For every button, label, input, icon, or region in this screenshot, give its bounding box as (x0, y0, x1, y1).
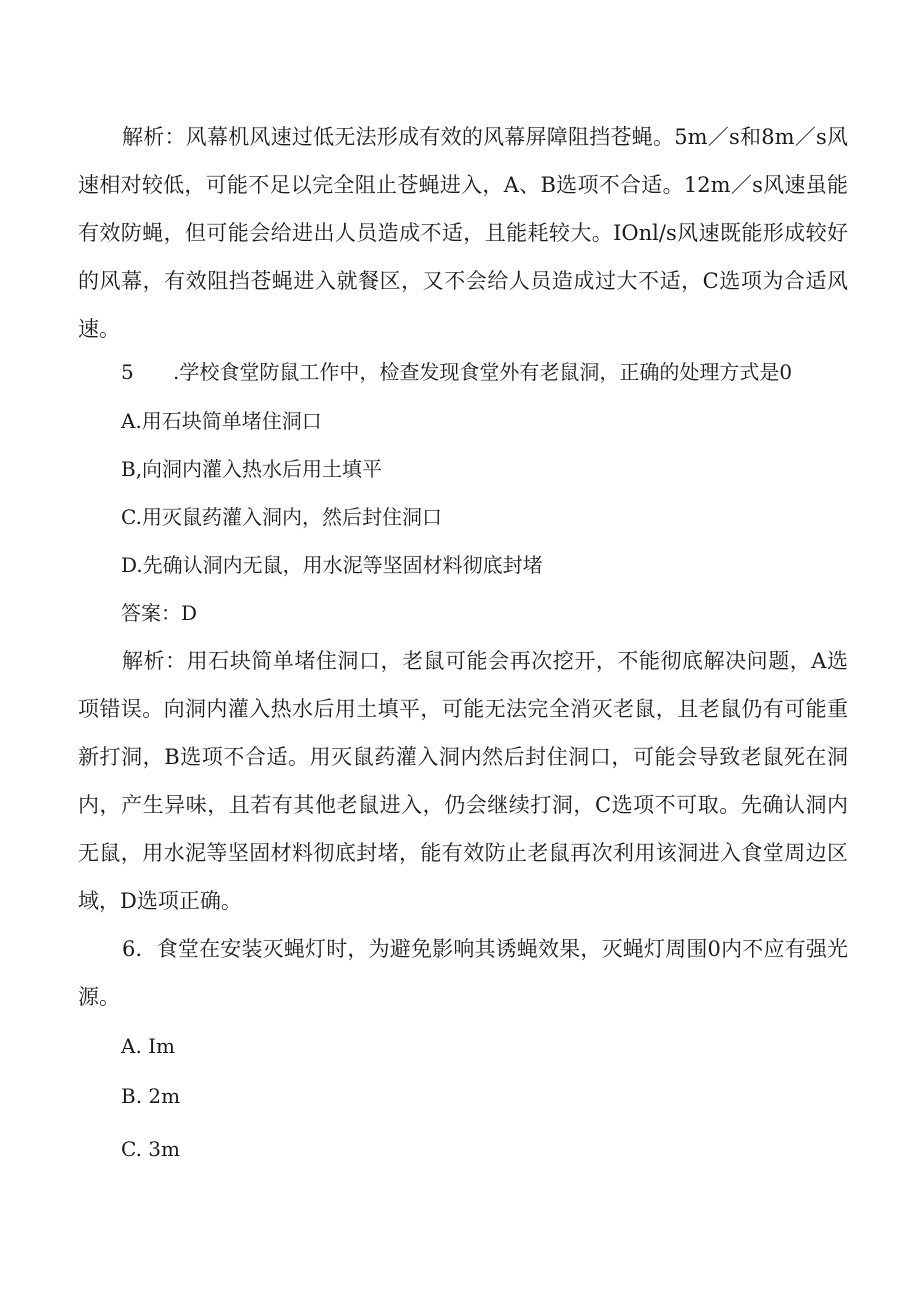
analysis-paragraph-q4: 解析：风幕机风速过低无法形成有效的风幕屏障阻挡苍蝇。5m／s和8m／s风速相对较低，可能不足以完全阻止苍蝇进入，A、B选项不合适。12m／s风速虽能有效防蝇，但可能会给进出人员造成不适，且能耗较大。IOnl/s风速既能形成较好的风幕，有效阻挡苍蝇进入就餐区，又不会给人员造成过大不适，C选项为合适风速。 (78, 125, 848, 341)
question-5-option-a: A.用石块简单堵住洞口 (121, 409, 322, 433)
question-6-option-a: A. Im (121, 1034, 176, 1058)
question-5-option-b: B,向洞内灌入热水后用土填平 (121, 457, 383, 481)
question-5 (121, 358, 792, 386)
question-6-option-b: B. 2m (121, 1084, 181, 1108)
question-5-number: 5 (121, 360, 134, 384)
question-5-option-d: D.先确认洞内无鼠，用水泥等坚固材料彻底封堵 (121, 553, 543, 577)
question-5-text: .学校食堂防鼠工作中，检查发现食堂外有老鼠洞，正确的处理方式是0 (173, 360, 793, 384)
question-6-text: 6．食堂在安装灭蝇灯时，为避免影响其诱蝇效果，灭蝇灯周围0内不应有强光源。 (78, 937, 848, 1009)
analysis-paragraph-q5: 解析：用石块简单堵住洞口，老鼠可能会再次挖开，不能彻底解决问题，A选项错误。向洞内灌入热水后用土填平，可能无法完全消灭老鼠，且老鼠仍有可能重新打洞，B选项不合适。用灭鼠药灌入洞内然后封住洞口，可能会导致老鼠死在洞内，产生异味，且若有其他老鼠进入，仍会继续打洞，C选项不可取。先确认洞内无鼠，用水泥等坚固材料彻底封堵，能有效防止老鼠再次利用该洞进入食堂周边区域，D选项正确。 (78, 649, 848, 913)
question-5-option-c: C.用灭鼠药灌入洞内，然后封住洞口 (121, 505, 442, 529)
question-5-answer: 答案：D (121, 601, 198, 625)
question-6-option-c: C. 3m (121, 1137, 180, 1161)
